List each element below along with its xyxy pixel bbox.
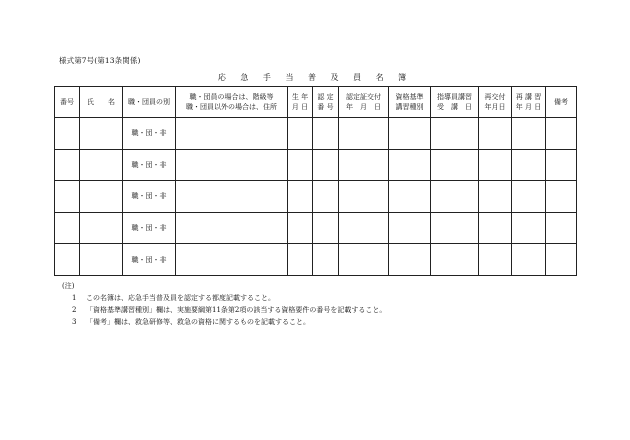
table-cell [546, 118, 577, 150]
table-cell [339, 212, 389, 244]
column-header-text: 備考 [554, 98, 568, 106]
column-header-text: 再 講 習 [515, 93, 542, 101]
table-cell [479, 181, 512, 213]
note-text: 「資格基準講習種別」欄は、実施要綱第11条第2項の該当する資格要件の番号を記載すること。 [86, 306, 387, 314]
staff-type-cell: 職・団・非 [123, 118, 176, 150]
table-cell [288, 149, 313, 181]
column-header [288, 87, 313, 118]
table-cell [546, 181, 577, 213]
note-text: この名簿は、応急手当普及員を認定する都度記載すること。 [86, 294, 275, 302]
column-header-text: 指導員講習 [437, 93, 472, 101]
table-cell [55, 118, 80, 150]
table-cell [176, 181, 288, 213]
column-header [546, 87, 577, 118]
column-header-text: 再交付 [484, 93, 506, 101]
column-header [389, 87, 431, 118]
table-cell [176, 118, 288, 150]
table-cell [55, 181, 80, 213]
notes-heading: (注) [62, 282, 75, 290]
note-item [62, 316, 386, 328]
column-header-text: 月 日 [291, 103, 309, 111]
table-cell [80, 244, 123, 276]
table-cell [313, 244, 339, 276]
column-header [479, 87, 512, 118]
column-header [123, 87, 176, 118]
table-cell [80, 212, 123, 244]
table-cell [389, 212, 431, 244]
table-cell [389, 181, 431, 213]
table-cell [313, 118, 339, 150]
column-header-text: 職・団員以外の場合は、住所 [186, 103, 277, 111]
table-cell [80, 181, 123, 213]
table-cell [546, 149, 577, 181]
note-number: 2 [72, 306, 77, 314]
table-cell [479, 244, 512, 276]
table-cell [431, 181, 479, 213]
staff-type-cell: 職・団・非 [123, 244, 176, 276]
table-cell [288, 181, 313, 213]
column-header [80, 87, 123, 118]
note-number: 1 [72, 294, 77, 302]
table-cell [288, 118, 313, 150]
column-header-text: 氏 名 [87, 98, 115, 106]
table-cell [389, 118, 431, 150]
column-header-text: 資格基準 [395, 93, 424, 101]
table-cell [479, 118, 512, 150]
column-header-text: 認定証交付 [346, 93, 381, 101]
staff-type-cell: 職・団・非 [123, 181, 176, 213]
table-cell [288, 212, 313, 244]
note-item [62, 292, 386, 304]
table-cell [55, 212, 80, 244]
column-header-text: 講習種別 [395, 103, 424, 111]
table-cell [80, 149, 123, 181]
column-header-text: 年 月 日 [346, 103, 381, 111]
column-header [313, 87, 339, 118]
table-cell [313, 212, 339, 244]
table-cell [431, 212, 479, 244]
column-header-text: 受 講 日 [437, 103, 472, 111]
table-cell [80, 118, 123, 150]
table-cell [431, 149, 479, 181]
table-cell [339, 244, 389, 276]
table-cell [288, 244, 313, 276]
column-header [512, 87, 546, 118]
document-title: 応 急 手 当 普 及 員 名 簿 [217, 73, 413, 82]
table-cell [512, 181, 546, 213]
table-cell [512, 212, 546, 244]
column-header [176, 87, 288, 118]
column-header-text: 職・団員の別 [128, 98, 170, 106]
column-header-text: 職・団員の場合は、階級等 [189, 93, 274, 101]
column-header-text: 番 号 [317, 103, 334, 111]
form-number-label: 様式第7号(第13条関係) [59, 56, 141, 65]
table-cell [546, 244, 577, 276]
note-item [62, 304, 386, 316]
table-cell [339, 118, 389, 150]
table-cell [479, 212, 512, 244]
staff-type-cell: 職・団・非 [123, 149, 176, 181]
column-header-text: 年月日 [484, 103, 506, 111]
table-row [55, 212, 577, 244]
column-header [431, 87, 479, 118]
column-header-text: 番号 [60, 98, 74, 106]
table-cell [339, 149, 389, 181]
table-cell [431, 244, 479, 276]
table-row [55, 149, 577, 181]
column-header [55, 87, 80, 118]
table-cell [512, 149, 546, 181]
table-cell [512, 118, 546, 150]
table-cell [389, 244, 431, 276]
column-header [339, 87, 389, 118]
table-cell [176, 212, 288, 244]
table-cell [389, 149, 431, 181]
table-cell [313, 149, 339, 181]
table-cell [512, 244, 546, 276]
table-cell [176, 149, 288, 181]
header-row [55, 87, 577, 118]
table-cell [479, 149, 512, 181]
register-table [54, 86, 577, 276]
table-cell [313, 181, 339, 213]
column-header-text: 認 定 [317, 93, 334, 101]
table-cell [546, 212, 577, 244]
table-cell [55, 149, 80, 181]
note-text: 「備考」欄は、救急研修等、救急の資格に関するものを記載すること。 [86, 318, 310, 326]
note-number: 3 [72, 318, 77, 326]
table-row [55, 244, 577, 276]
table-cell [431, 118, 479, 150]
table-cell [176, 244, 288, 276]
notes-section [62, 280, 386, 328]
column-header-text: 年 月 日 [515, 103, 542, 111]
table-row [55, 118, 577, 150]
table-cell [339, 181, 389, 213]
column-header-text: 生 年 [291, 93, 309, 101]
table-cell [55, 244, 80, 276]
staff-type-cell: 職・団・非 [123, 212, 176, 244]
table-row [55, 181, 577, 213]
